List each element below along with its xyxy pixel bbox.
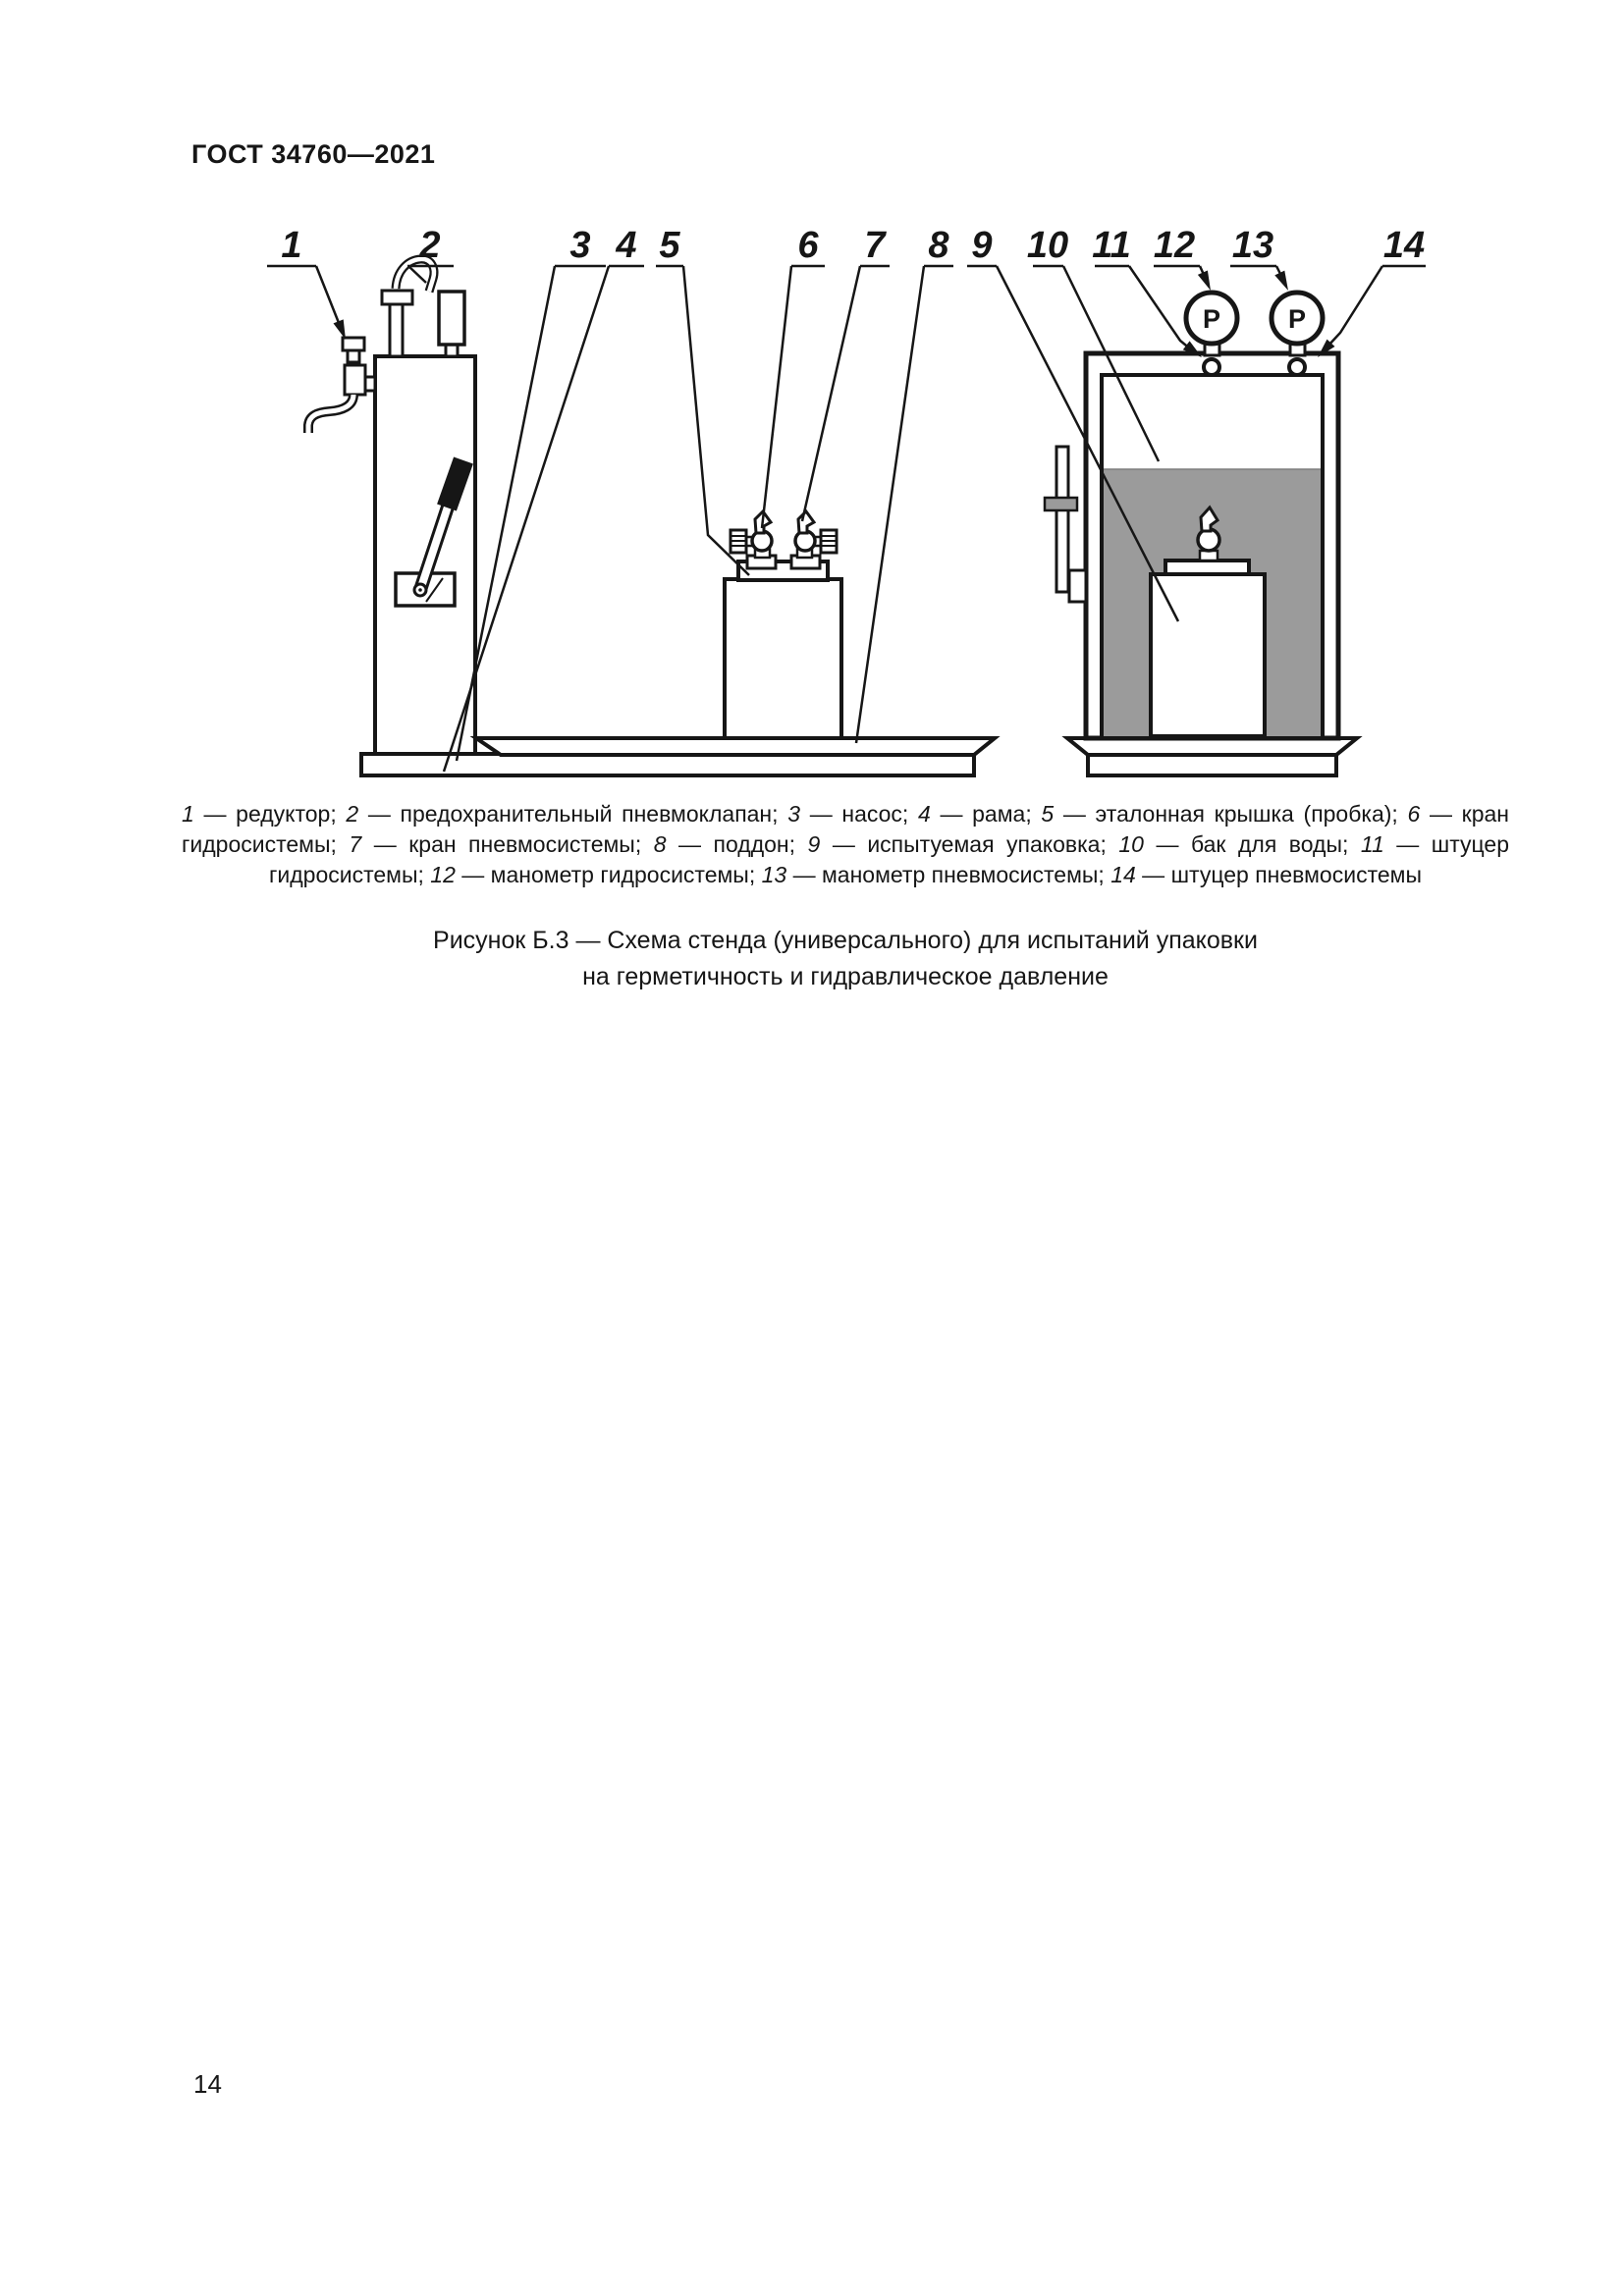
callout-4: 4 bbox=[616, 225, 637, 266]
arrowhead-1 bbox=[334, 319, 347, 340]
side-rod bbox=[1056, 447, 1068, 592]
leader-8 bbox=[856, 266, 924, 743]
callout-2: 2 bbox=[419, 225, 441, 266]
callout-numbers bbox=[281, 225, 1425, 266]
pneumo-line-valve-spout bbox=[798, 511, 814, 533]
callout-6: 6 bbox=[797, 225, 819, 266]
frame-base bbox=[361, 754, 974, 775]
pneumo-line-valve bbox=[791, 511, 837, 568]
callout-3: 3 bbox=[569, 225, 591, 266]
reducer-nut bbox=[343, 338, 364, 350]
gauge-1-letter: Р bbox=[1202, 304, 1221, 334]
gauge-2-letter: Р bbox=[1287, 304, 1307, 334]
pneumo-valve-nut bbox=[382, 291, 412, 304]
pneumo-valve-stem bbox=[390, 303, 403, 356]
reducer-neck bbox=[348, 350, 359, 362]
side-rod-grip bbox=[1045, 498, 1077, 510]
test-package-on-tray bbox=[725, 579, 841, 738]
top-block-stem bbox=[446, 345, 458, 356]
hydro-union-port bbox=[1204, 359, 1219, 375]
leader-11 bbox=[1129, 266, 1191, 349]
pump-unit bbox=[308, 259, 475, 754]
figure-legend: 1 — редуктор; 2 — предохранительный пневмоклапан; 3 — насос; 4 — рама; 5 — эталонная крышка (пробка); 6 — кран гидросистемы; 7 — кран пневмосистемы; 8 — поддон; 9 — испытуемая упаковка; 10 — бак для воды; 11 — штуцер гидросистемы; 12 — манометр гидросистемы; 13 — манометр пневмосистемы; 14 — штуцер пневмосистемы bbox=[182, 801, 1510, 887]
leader-7 bbox=[802, 266, 860, 521]
callout-8: 8 bbox=[928, 225, 949, 266]
page-number: 14 bbox=[193, 2069, 222, 2099]
figure-caption-line2: на герметичность и гидравлическое давление bbox=[582, 963, 1109, 990]
arrowhead-13 bbox=[1274, 271, 1288, 291]
figure-caption-line1: Рисунок Б.3 — Схема стенда (универсального) для испытаний упаковки bbox=[433, 927, 1258, 954]
tank-tray-base bbox=[1088, 755, 1336, 775]
callout-14: 14 bbox=[1382, 225, 1426, 266]
arrowhead-12 bbox=[1198, 271, 1211, 292]
figure-caption bbox=[162, 923, 1529, 995]
callout-7: 7 bbox=[864, 225, 886, 266]
lever-pivot-dot bbox=[418, 588, 422, 592]
leader-6 bbox=[762, 266, 791, 528]
leader-14 bbox=[1327, 266, 1382, 347]
leader-2 bbox=[408, 266, 426, 283]
callout-9: 9 bbox=[971, 225, 993, 266]
callout-5: 5 bbox=[659, 225, 680, 266]
callout-10: 10 bbox=[1026, 225, 1069, 266]
callout-13: 13 bbox=[1231, 225, 1274, 266]
pneumo-union-port bbox=[1289, 359, 1305, 375]
top-block bbox=[439, 292, 464, 345]
tray bbox=[476, 738, 995, 755]
figure-b3-diagram bbox=[177, 211, 1463, 785]
tray-unit bbox=[476, 511, 995, 755]
standard-code: ГОСТ 34760—2021 bbox=[191, 139, 436, 169]
stand-schematic-svg bbox=[177, 211, 1463, 785]
water-tank-unit bbox=[1045, 293, 1357, 775]
callout-11: 11 bbox=[1092, 225, 1131, 266]
tank-tray bbox=[1067, 738, 1357, 755]
reducer-body bbox=[345, 365, 365, 395]
submerged-package-cap bbox=[1165, 561, 1249, 574]
callout-1: 1 bbox=[281, 225, 302, 266]
side-rod-bracket bbox=[1069, 570, 1086, 602]
callout-12: 12 bbox=[1153, 225, 1196, 266]
